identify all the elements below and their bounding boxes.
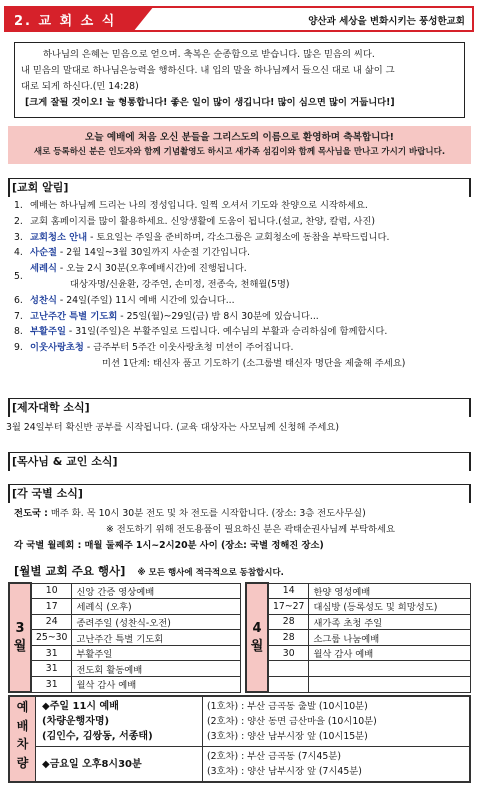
table-row bbox=[9, 599, 241, 615]
table-row bbox=[9, 583, 241, 599]
friday-service-info: ◆금요일 오후8시30분 bbox=[36, 747, 203, 781]
shuttle-label: 예 배 차 량 bbox=[10, 697, 36, 781]
section-heading-school: [제자대학 소식] bbox=[8, 398, 471, 417]
event-date: 17 bbox=[31, 599, 72, 615]
event-date: 25~30 bbox=[31, 630, 72, 646]
event-date: 31 bbox=[31, 645, 72, 661]
event-date: 28 bbox=[268, 630, 309, 646]
friday-routes bbox=[203, 747, 469, 781]
table-row bbox=[9, 677, 241, 693]
welcome-line: 새로 등록하신 분은 인도자와 함께 기념촬영도 하시고 새가족 섬김이와 함께 목사님을 만나고 가시기 바랍니다. bbox=[33, 147, 446, 157]
verse-line: 내 믿음의 말대로 하나님은능력을 행하신다. 내 입의 말을 하나님께서 들으신 대로 내 삶이 그 bbox=[21, 65, 395, 76]
route-item: (3호차) : 양산 남부시장 앞 (10시15분) bbox=[207, 731, 368, 742]
event-name bbox=[309, 677, 471, 693]
sunday-routes bbox=[203, 697, 469, 747]
event-date: 30 bbox=[268, 645, 309, 661]
event-name bbox=[309, 661, 471, 677]
table-row bbox=[246, 661, 471, 677]
table-row bbox=[246, 677, 471, 693]
table-row bbox=[9, 645, 241, 661]
monthly-meeting-news: 각 국별 월례회 : 매월 둘째주 1시~2시20분 사이 (장소: 국별 정해진 장소) bbox=[14, 540, 324, 551]
table-row bbox=[9, 614, 241, 630]
alerts-list bbox=[14, 198, 474, 372]
event-name: 대심방 (등록성도 및 희망성도) bbox=[309, 599, 471, 615]
page-title: 2. 교 회 소 식 bbox=[14, 14, 117, 29]
list-item: 1. 예배는 하나님께 드리는 나의 정성입니다. 일찍 오셔서 기도와 찬양으로 시작하세요. bbox=[14, 200, 368, 211]
list-item: 7. 고난주간 특별 기도회 - 25일(월)~29일(금) 밤 8시 30분에 있습니다... bbox=[14, 310, 319, 322]
event-name: 한양 영성예배 bbox=[309, 583, 471, 599]
list-item: 2. 교회 홈페이지를 많이 활용하세요. 신앙생활에 도움이 됩니다.(설교, 찬양, 칼럼, 사진) bbox=[14, 215, 375, 227]
event-name: 부활주일 bbox=[72, 645, 241, 661]
evangelism-note: ※ 전도하기 위해 전도용품이 필요하신 분은 곽태순권사님께 부탁하세요 bbox=[106, 524, 395, 535]
list-item: 9. 이웃사랑초청 - 금주부터 5주간 이웃사랑초청 미션이 주어집니다. bbox=[14, 342, 294, 354]
table-row bbox=[246, 614, 471, 630]
event-name: 고난주간 특별 기도회 bbox=[72, 630, 241, 646]
list-item: 6. 성찬식 - 24일(주일) 11시 예배 시간에 있습니다... bbox=[14, 294, 235, 306]
shuttle-schedule bbox=[8, 695, 471, 783]
welcome-line: 오늘 예배에 처음 오신 분들을 그리스도의 이름으로 환영하며 축복합니다! bbox=[84, 132, 395, 143]
list-item: 8. 부활주일 - 31일(주일)은 부활주일로 드립니다. 예수님의 부활과 승리하심에 함께합시다. bbox=[14, 326, 388, 338]
event-name: 월삭 감사 예배 bbox=[72, 677, 241, 693]
school-news: 3월 24일부터 확신반 공부를 시작됩니다. (교육 대상자는 사모님께 신청해 주세요) bbox=[6, 422, 339, 433]
event-name: 전도회 활동예배 bbox=[72, 661, 241, 677]
church-slogan: 양산과 세상을 변화시키는 풍성한교회 bbox=[308, 16, 465, 27]
event-date: 17~27 bbox=[268, 599, 309, 615]
event-date: 31 bbox=[31, 677, 72, 693]
route-item: (1호차) : 부산 금곡동 출발 (10시10분) bbox=[207, 701, 368, 712]
event-name: 신앙 간증 영상예배 bbox=[72, 583, 241, 599]
monthly-events-heading: [월별 교회 주요 행사] ※ 모든 행사에 적극적으로 동참합시다. bbox=[14, 564, 284, 578]
route-item: (2호차) : 양산 동면 금산마을 (10시10분) bbox=[207, 716, 377, 727]
table-row bbox=[246, 630, 471, 646]
march-events-table bbox=[8, 582, 241, 693]
monthly-events-note: ※ 모든 행사에 적극적으로 동참합시다. bbox=[137, 568, 284, 578]
event-date: 24 bbox=[31, 614, 72, 630]
month-label: 4 월 bbox=[246, 583, 268, 692]
sunday-service-info: ◆주일 11시 예배 (차량운행자명) (김인수, 김쌍동, 서종태) bbox=[36, 697, 203, 747]
route-item: (2호차) : 부산 금곡동 (7시45분) bbox=[207, 751, 341, 762]
event-date: 14 bbox=[268, 583, 309, 599]
event-name: 세례식 (오후) bbox=[72, 599, 241, 615]
section-header bbox=[0, 6, 479, 32]
event-date: 10 bbox=[31, 583, 72, 599]
table-row bbox=[246, 583, 471, 599]
route-item: (3호차) : 양산 남부시장 앞 (7시45분) bbox=[207, 766, 362, 777]
section-heading-pastor: [목사님 & 교인 소식] bbox=[8, 452, 471, 471]
event-name: 소그룹 나눔예배 bbox=[309, 630, 471, 646]
verse-line: 하나님의 은혜는 믿음으로 얻으며. 축복은 순종함으로 받습니다. 많은 믿음의 씨다. bbox=[43, 49, 375, 60]
table-row bbox=[246, 645, 471, 661]
month-label: 3 월 bbox=[9, 583, 31, 692]
event-date: 28 bbox=[268, 614, 309, 630]
verse-box bbox=[14, 42, 465, 118]
event-name: 새가족 초청 주일 bbox=[309, 614, 471, 630]
table-row bbox=[246, 599, 471, 615]
table-row bbox=[9, 630, 241, 646]
list-item: 4. 사순절 - 2월 14일~3월 30일까지 사순절 기간입니다. bbox=[14, 247, 251, 259]
mission-note: 미션 1단계: 태신자 품고 기도하기 (소그룹별 태신자 명단을 제출해 주세요) bbox=[102, 357, 406, 369]
event-name: 월삭 감사 예배 bbox=[309, 645, 471, 661]
welcome-banner bbox=[8, 126, 471, 164]
verse-declaration: [크게 잘될 것이오! 늘 형통합니다! 좋은 일이 많이 생깁니다! 많이 심으면 많이 거둡니다!] bbox=[25, 97, 395, 108]
list-item: 3. 교회청소 안내 - 토요일는 주일을 준비하며, 각소그룹은 교회청소에 동참을 부탁드립니다. bbox=[14, 231, 390, 243]
verse-line: 대로 되게 하신다.(민 14:28) bbox=[21, 81, 139, 92]
event-date bbox=[268, 661, 309, 677]
event-date: 31 bbox=[31, 661, 72, 677]
list-item: 5. 세례식 - 오늘 2시 30분(오후예배시간)에 진행됩니다. 대상자명/신윤환, 강주연, 손미정, 전종숙, 천해월(5명) bbox=[14, 263, 290, 290]
section-heading-national: [각 국별 소식] bbox=[8, 484, 471, 503]
april-events-table bbox=[245, 582, 471, 693]
table-row bbox=[9, 661, 241, 677]
event-name: 종려주일 (성찬식-오전) bbox=[72, 614, 241, 630]
event-date bbox=[268, 677, 309, 693]
section-heading-alerts: [교회 알림] bbox=[8, 178, 471, 197]
evangelism-news: 전도국 : 매주 화. 목 10시 30분 전도 및 차 전도를 시작합니다. (장소: 3층 전도사무실) bbox=[14, 508, 366, 519]
